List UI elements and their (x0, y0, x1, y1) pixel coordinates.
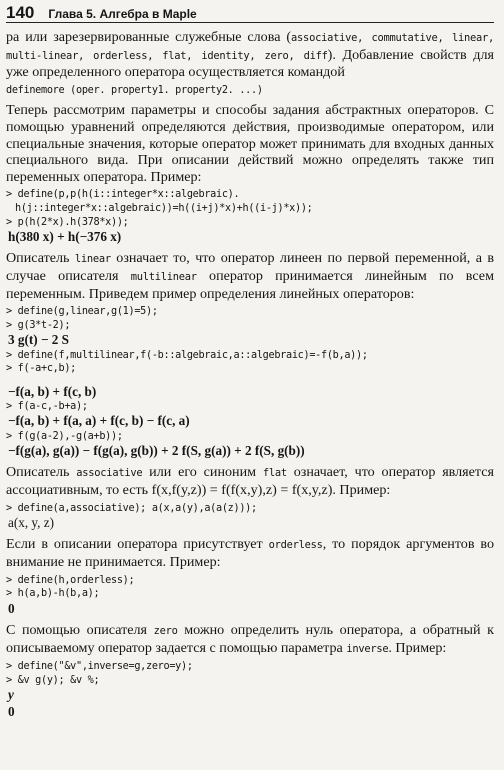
inline-code: multilinear (130, 270, 197, 283)
inline-code: flat (262, 467, 287, 480)
paragraph-linear: Описатель linear означает то, что оператор линеен по первой переменной, а в случае описателя multilinear оператор принимается линейным по всем переменным. Приведем пример определения линейных операторов: (6, 250, 494, 302)
code-line: > define(p,p(h(i::integer*x::algebraic). (6, 189, 240, 201)
code-block-linear (6, 305, 494, 459)
paragraph-operators-intro: Теперь рассмотрим параметры и способы задания абстрактных операторов. С помощью уравнений определяются действия, производимые оператором, или специальные значения, которые оператор может принимать для входных данных специального вида. При описании действий можно определять также тип переменных оператора. Пример: (6, 102, 494, 185)
maple-output: 3 g(t) − 2 S (8, 332, 69, 348)
maple-output: y (8, 687, 14, 703)
code-block-associative (6, 502, 494, 532)
paragraph-properties: ра или зарезервированные служебные слова (associative, commutative, linear, multi-linear, orderless, flat, identity, zero, diff). Добавление свойств для уже определенного оператора осуществляется командой (6, 29, 494, 81)
page-number: 140 (6, 3, 35, 22)
inline-code: linear (74, 253, 111, 266)
inline-code: inverse (346, 642, 389, 655)
code-line: h(j::integer*x::algebraic))=h((i+j)*x)+h((i-j)*x)); (15, 202, 313, 214)
paragraph-orderless: Если в описании оператора присутствует orderless, то порядок аргументов во внимание не принимается. Пример: (6, 536, 495, 571)
maple-output: 0 (8, 703, 15, 719)
page-header (6, 0, 494, 23)
paragraph-zero: С помощью описателя zero можно определить нуль оператора, а обратный к описываемому оператор задается с помощью параметра inverse. Пример: (6, 622, 494, 656)
chapter-title: Глава 5. Алгебра в Maple (48, 7, 197, 21)
code-line: > h(a,b)-h(b,a); (6, 588, 100, 600)
maple-output: −f(a, b) + f(a, a) + f(c, b) − f(c, a) (8, 413, 190, 429)
code-line: > define("&v",inverse=g,zero=y); (6, 661, 193, 673)
code-block-define-p (6, 188, 494, 245)
inline-code: associative, commutative, linear, multi-linear, orderless, flat, identity, zero, diff (6, 32, 494, 62)
code-line: > f(a-c,-b+a); (6, 400, 88, 412)
maple-output: 0 (8, 600, 15, 616)
code-line: > &v g(y); &v %; (6, 674, 100, 686)
code-line: > define(g,linear,g(1)=5); (6, 306, 158, 318)
code-line: > f(g(a-2),-g(a+b)); (6, 430, 123, 442)
code-line: definemore (oper. property1. property2. ...) (6, 84, 263, 96)
paragraph-associative: Описатель associative или его синоним flat означает, что оператор является ассоциативным, то есть f(x,f(y,z)) = f(f(x,y),z) = f(x,y,z). Пример: (6, 464, 494, 499)
code-line: > define(f,multilinear,f(-b::algebraic,a::algebraic)=-f(b,a)); (6, 349, 368, 361)
inline-code: associative (76, 467, 143, 480)
code-line: > define(a,associative); a(x,a(y),a(a(z))); (6, 502, 257, 514)
inline-code: orderless (268, 539, 323, 552)
maple-output: h(380 x) + h(−376 x) (8, 229, 122, 245)
inline-code: zero (153, 625, 178, 638)
code-line: > g(3*t-2); (6, 319, 71, 331)
code-line: > define(h,orderless); (6, 574, 135, 586)
maple-output: a(x, y, z) (8, 515, 55, 531)
code-block-orderless (6, 574, 494, 617)
code-line: > p(h(2*x).h(378*x)); (6, 216, 129, 228)
maple-output: −f(g(a), g(a)) − f(g(a), g(b)) + 2 f(S, g(a)) + 2 f(S, g(b)) (8, 443, 305, 459)
code-line: > f(-a+c,b); (6, 363, 77, 375)
code-block-zero (6, 660, 494, 720)
maple-output: −f(a, b) + f(c, b) (8, 383, 97, 399)
